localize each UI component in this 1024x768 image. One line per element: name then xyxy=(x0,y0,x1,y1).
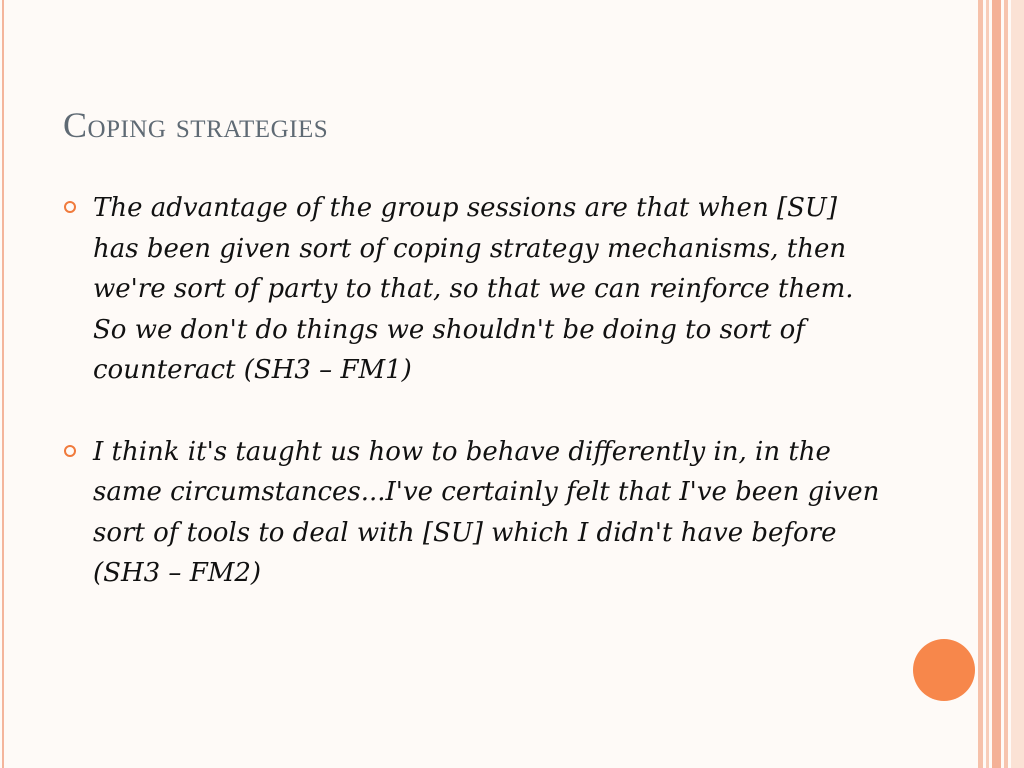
right-stripe xyxy=(992,0,1001,768)
slide-title: Coping strategies xyxy=(63,105,329,145)
left-border-line xyxy=(2,0,4,768)
bullet-item xyxy=(64,432,884,594)
bullet-circle-icon xyxy=(64,201,76,213)
right-stripe xyxy=(1004,0,1008,768)
bullet-item xyxy=(64,188,884,391)
bullet-list xyxy=(64,188,884,594)
right-stripe xyxy=(986,0,989,768)
orange-circle-decoration xyxy=(913,639,975,701)
right-stripe xyxy=(978,0,983,768)
bullet-text: I think it's taught us how to behave differently in, in the same circumstances...I've certainly felt that I've been given sort of tools to deal with [SU] which I didn't have before (SH3 – FM2) xyxy=(93,436,880,588)
bullet-text: The advantage of the group sessions are that when [SU] has been given sort of coping strategy mechanisms, then we're sort of party to that, so that we can reinforce them. So we don't do things we shouldn't be doing to sort of counteract (SH3 – FM1) xyxy=(93,193,854,385)
bullet-circle-icon xyxy=(64,445,76,457)
right-stripe xyxy=(1011,0,1024,768)
